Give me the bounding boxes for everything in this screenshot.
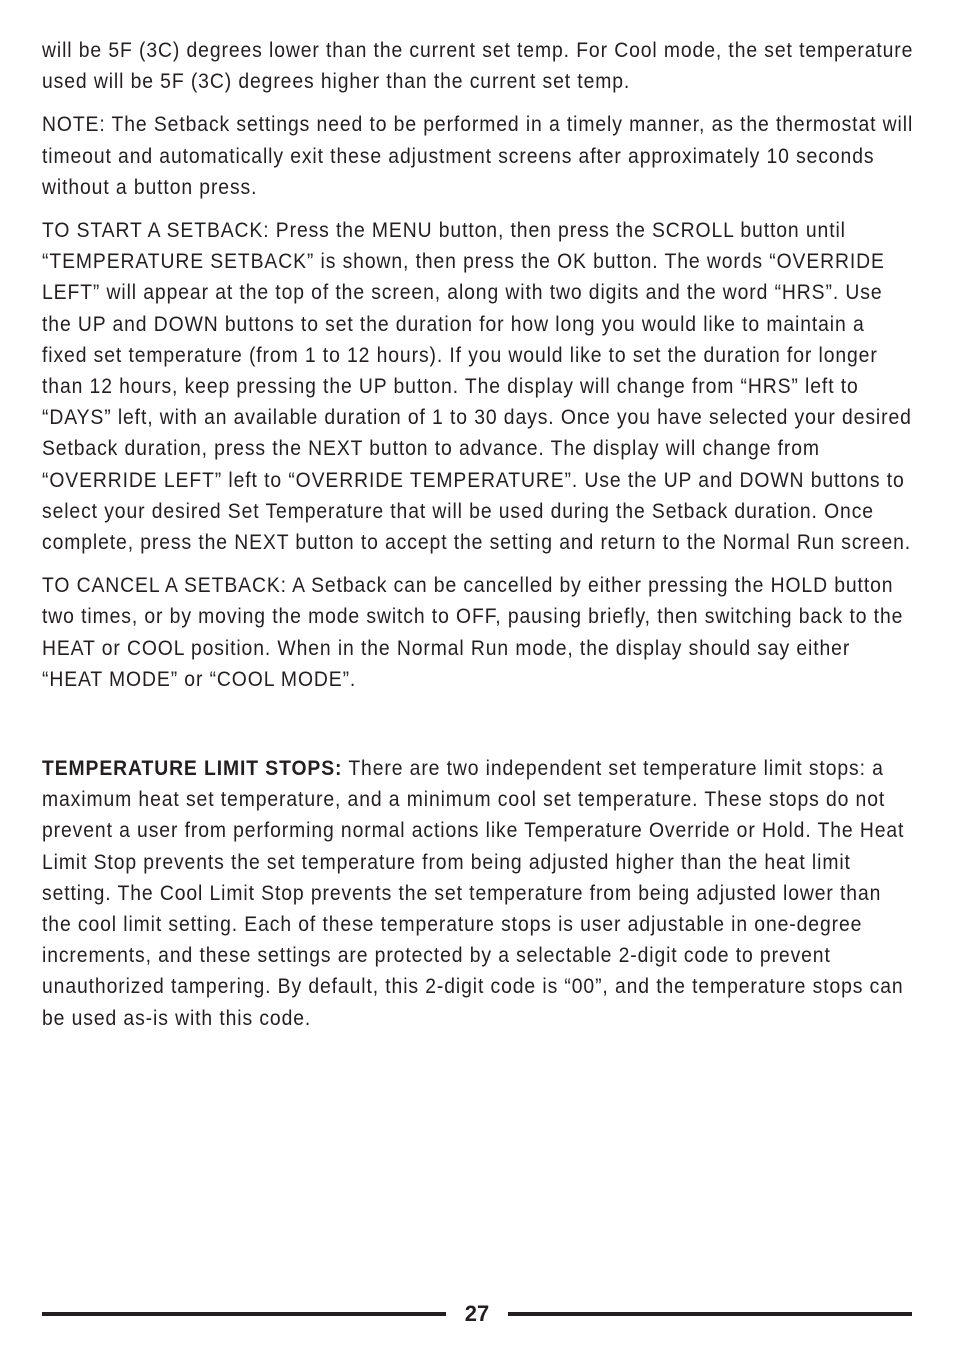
section-heading-limit-stops: TEMPERATURE LIMIT STOPS: [42, 756, 343, 781]
page-footer [42, 1297, 912, 1331]
paragraph-start-setback: TO START A SETBACK: Press the MENU button, then press the SCROLL button until “TEMPERATURE SETBACK” is shown, then press the OK button. The words “OVERRIDE LEFT” will appear at the top of the screen, along with two digits and the word “HRS”. Use the UP and DOWN buttons to set the duration for how long you would like to maintain a fixed set temperature (from 1 to 12 hours). If you would like to set the duration for longer than 12 hours, keep pressing the UP button. The display will change from “HRS” left to “DAYS” left, with an available duration of 1 to 30 days. Once you have selected your desired Setback duration, press the NEXT button to advance. The display will change from “OVERRIDE LEFT” left to “OVERRIDE TEMPERATURE”. Use the UP and DOWN buttons to select your desired Set Temperature that will be used during the Setback duration. Once complete, press the NEXT button to accept the setting and return to the Normal Run screen. [42, 218, 912, 555]
paragraph-cancel-setback: TO CANCEL A SETBACK: A Setback can be cancelled by either pressing the HOLD button two times, or by moving the mode switch to OFF, pausing briefly, then switching back to the HEAT or COOL position. When in the Normal Run mode, the display should say either “HEAT MODE” or “COOL MODE”. [42, 573, 904, 691]
paragraph-note: NOTE: The Setback settings need to be performed in a timely manner, as the thermostat will timeout and automatically exit these adjustment screens after approximately 10 seconds without a button press. [42, 112, 914, 199]
footer-rule-right [508, 1312, 912, 1316]
page-number: 27 [464, 1301, 490, 1326]
page-body [42, 35, 916, 1046]
paragraph-limit-stops [42, 753, 916, 1034]
limit-stops-body: There are two independent set temperature limit stops: a maximum heat set temperature, and a minimum cool set temperature. These stops do not prevent a user from performing normal actions like Temperature Override or Hold. The Heat Limit Stop prevents the set temperature from being adjusted higher than the heat limit setting. The Cool Limit Stop prevents the set temperature from being adjusted lower than the cool limit setting. Each of these temperature stops is user adjustable in one-degree increments, and these settings are protected by a selectable 2-digit code to prevent unauthorized tampering. By default, this 2-digit code is “00”, and the temperature stops can be used as-is with this code. [42, 756, 905, 1030]
paragraph-setback-intro: will be 5F (3C) degrees lower than the current set temp. For Cool mode, the set temperature used will be 5F (3C) degrees higher than the current set temp. [42, 38, 914, 94]
section-spacer [42, 707, 916, 753]
footer-rule-left [42, 1312, 446, 1316]
